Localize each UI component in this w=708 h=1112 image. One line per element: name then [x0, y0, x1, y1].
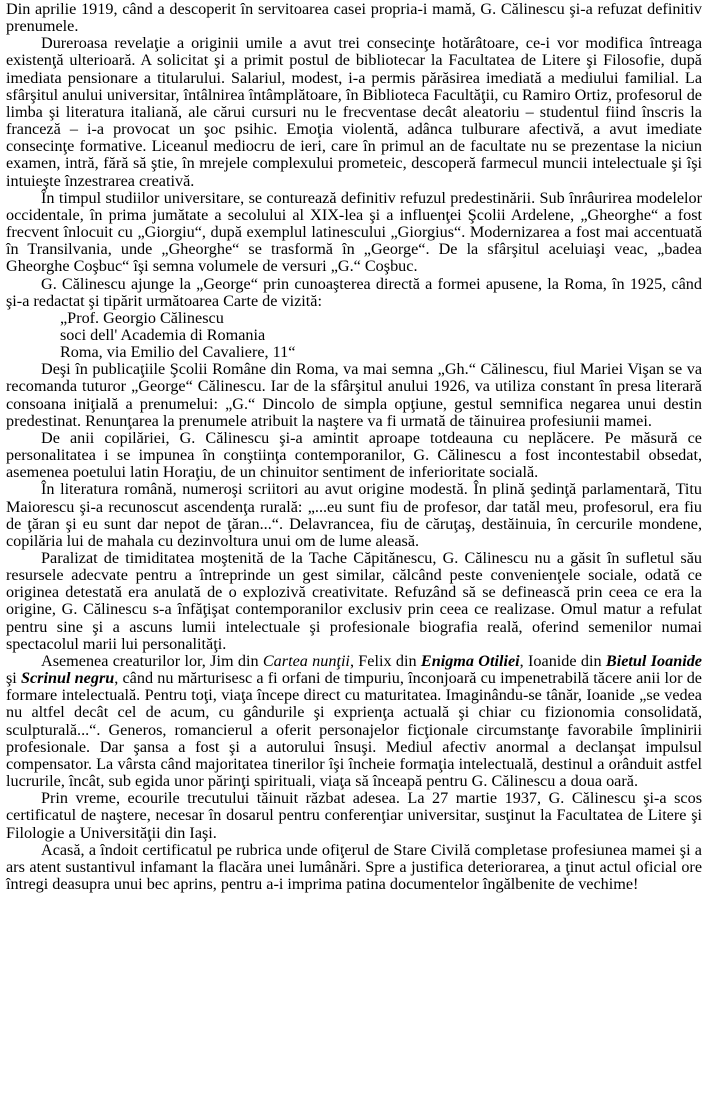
book-title: Cartea nunţii [262, 651, 350, 670]
paragraph: În literatura română, numeroşi scriitori au avut origine modestă. În plină şedinţă parlamentară, Titu Maiorescu şi-a recunoscut ascendenţa rurală: „...eu sunt fiu de profesor, dar tatăl meu, profesorul, era fiu de ţăran şi eu sunt dar nepot de ţăran...“. Delavrancea, fiu de căruţaş, destăinuia, în cercurile mondene, copilăria lui de mahala cu dezinvoltura unui om de lume aleasă. [6, 480, 702, 550]
paragraph: De anii copilăriei, G. Călinescu şi-a amintit aproape totdeauna cu neplăcere. Pe măsură ce personalitatea i se impunea în conştiinţa contemporanilor, G. Călinescu a fost incontestabil obsedat, asemenea poetului latin Horaţiu, de un chinuitor sentiment de inferioritate socială. [6, 428, 702, 482]
text-segment: , Felix din [349, 651, 421, 670]
paragraph: Prin vreme, ecourile trecutului tăinuit răzbat adesea. La 27 martie 1937, G. Călinescu şi-a scos certificatul de naştere, necesar în dosarul pentru conferenţiar universitar, susţinut la Facultatea de Litere şi Filologie a Universităţii din Iaşi. [6, 789, 702, 842]
paragraph: Acasă, a îndoit certificatul pe rubrica unde ofiţerul de Stare Civilă completase profesiunea mamei şi a ars atent sustantivul infamant la flacăra unei lumânări. Spre a justifica deteriorarea, a ţinut actul oficial ore întregi deasupra unui bec aprins, pentru a-i imprima patina documentelor îngălbenite de vechime! [6, 840, 702, 893]
paragraph: G. Călinescu ajunge la „George“ prin cunoaşterea directă a formei apusene, la Roma, în 1925, când şi-a redactat şi tipărit următoarea Carte de vizită: [6, 274, 702, 310]
book-title: Scrinul negru [20, 669, 115, 688]
text-segment: , Ioanide din [519, 651, 606, 670]
business-card-line: soci dell' Academia di Romania [60, 325, 266, 344]
book-title: Bietul Ioanide [605, 651, 702, 670]
text-segment: , când nu mărturisesc a fi orfani de timpuriu, înconjoară cu impenetrabilă tăcere anii lor de formare intelectuală. Pentru toţi, viaţa începe direct cu maturitatea. Imaginându-se tânăr, Ioanide „se vedea nu altfel decât cel de acum, cu gândurile şi exprienţa actuală şi chiar cu fizionomia consolidată, sculpturală...“. Generos, romancierul a oferit personajelor ficţionale circumstanţe favorabile împlinirii profesionale. Dar şansa a fost şi a autorului însuşi. Mediul afectiv anormal a declanşat impulsul compensator. La vârsta când majoritatea tinerilor îşi încheie formaţia intelectuală, destinul a orânduit astfel lucrurile, încât, sub egida unor părinţi spirituali, viaţa să înceapă pentru G. Călinescu a doua oară. [6, 669, 702, 791]
paragraph: Din aprilie 1919, când a descoperit în servitoarea casei propria-i mamă, G. Călinescu şi-a refuzat definitiv prenumele. [6, 0, 702, 36]
paragraph: Paralizat de timiditatea moştenită de la Tache Căpitănescu, G. Călinescu nu a găsit în sufletul său resursele adecvate pentru a întreprinde un gest similar, călcând peste convenienţele sociale, odată ce originea detestată era anulată de o explozivă creativitate. Refuzând să se definească prin ceea ce era la origine, G. Călinescu s-a înfăţişat contemporanilor exclusiv prin ceea ce realizase. Omul matur a refulat pentru sine şi a ascuns lumii intelectuale şi profesionale biografia reală, oferind semenilor numai spectacolul marii lui personalităţi. [6, 549, 702, 653]
paragraph: În timpul studiilor universitare, se conturează definitiv refuzul predestinării. Sub înrâurirea modelelor occidentale, în prima jumătate a secolului al XIX-lea şi a influenţei Şcolii Ardelene, „Gheorghe“ a fost frecvent înlocuit cu „Giorgiu“, după exemplul latinescului „Giorgius“. Modernizarea a fost mai accentuată în Transilvania, unde „Gheorghe“ se trasformă în „George“. De la sfârşitul aceluiaşi veac, „badea Gheorghe Coşbuc“ îşi semna volumele de versuri „G.“ Coşbuc. [6, 188, 702, 276]
text-segment: şi [6, 669, 21, 688]
paragraph-creatures [6, 653, 702, 790]
business-card-line: Roma, via Emilio del Cavaliere, 11“ [60, 343, 296, 362]
book-title: Enigma Otiliei [420, 651, 520, 670]
text-segment: Asemenea creaturilor lor, Jim din [41, 651, 263, 670]
business-card-line: „Prof. Georgio Călinescu [60, 308, 224, 327]
paragraph: Deşi în publicaţiile Şcolii Române din Roma, va mai semna „Gh.“ Călinescu, fiul Mariei Vişan se va recomanda tuturor „George“ Călinescu. Iar de la sfârşitul anului 1926, va utiliza constant în presa literară consoana iniţială a prenumelui: „G.“ Dincolo de simpla opţiune, gestul semnifica negarea unui destin predestinat. Renunţarea la prenumele atribuit la naştere va fi urmată de tăinuirea profesiunii mamei. [6, 360, 702, 430]
paragraph: Dureroasa revelaţie a originii umile a avut trei consecinţe hotărâtoare, ce-i vor modifica întreaga existenţă ulterioară. A solicitat şi a primit postul de bibliotecar la Facultatea de Litere şi Filosofie, după imediata pensionare a titularului. Salariul, modest, i-a permis părăsirea imediată a mediului familial. La sfârşitul anului universitar, întâlnirea întâmplătoare, în Biblioteca Facultăţii, cu Ramiro Ortiz, profesorul de limba şi literatura italiană, ale cărui cursuri nu le frecventase decât aleatoriu – studentul fiind înscris la franceză – i-a provocat un şoc psihic. Emoţia violentă, adânca tulburare afectivă, a avut imediate consecinţe formative. Liceanul mediocru de ieri, care în primul an de facultate nu se prezentase la niciun examen, intră, fără să ştie, în mrejele complexului prometeic, descoperă farmecul muncii intelectuale şi îşi intuieşte înzestrarea creativă. [6, 34, 702, 190]
